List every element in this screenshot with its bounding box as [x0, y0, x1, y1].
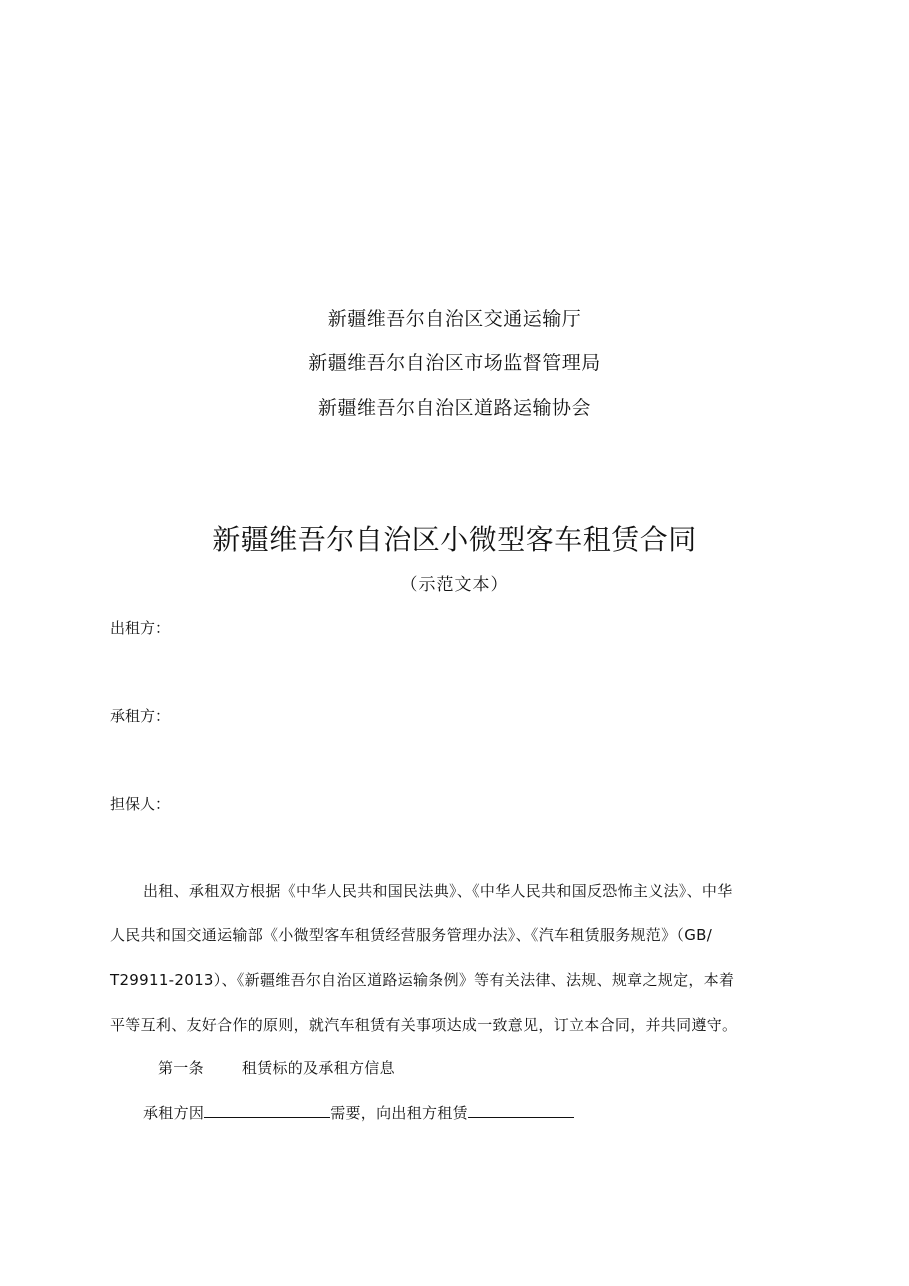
contract-subtitle: （示范文本）	[400, 575, 509, 595]
preamble-line: 平等互利、友好合作的原则，就汽车租赁有关事项达成一致意见，订立本合同，并共同遵守。	[110, 1016, 738, 1034]
guarantor-label: 担保人：	[110, 795, 171, 813]
issuer-transport-department: 新疆维吾尔自治区交通运输厅	[327, 308, 582, 330]
preamble-line: 人民共和国交通运输部《小微型客车租赁经营服务管理办法》、《汽车租赁服务规范》（GB/	[110, 926, 713, 944]
contract-title: 新疆维吾尔自治区小微型客车租赁合同	[212, 523, 697, 556]
lease-clause-text-1: 承租方因	[143, 1104, 205, 1122]
article-1-heading	[158, 1057, 395, 1078]
issuer-road-transport-association: 新疆维吾尔自治区道路运输协会	[317, 397, 591, 419]
preamble-line: T29911-2013）、《新疆维吾尔自治区道路运输条例》等有关法律、法规、规章之规定，本着	[110, 971, 735, 989]
issuer-market-regulation-bureau: 新疆维吾尔自治区市场监督管理局	[308, 352, 601, 374]
article-1-title: 租赁标的及承租方信息	[241, 1059, 395, 1077]
purpose-blank[interactable]	[204, 1103, 330, 1118]
lease-clause-text-2: 需要，向出租方租赁	[330, 1104, 468, 1122]
article-1-number: 第一条	[158, 1059, 204, 1077]
lessor-label: 出租方：	[110, 619, 171, 637]
lease-clause	[143, 1102, 574, 1123]
leased-item-blank[interactable]	[468, 1103, 574, 1118]
lessee-label: 承租方：	[110, 707, 171, 725]
preamble-line: 出租、承租双方根据《中华人民共和国民法典》、《中华人民共和国反恐怖主义法》、中华	[143, 882, 733, 900]
